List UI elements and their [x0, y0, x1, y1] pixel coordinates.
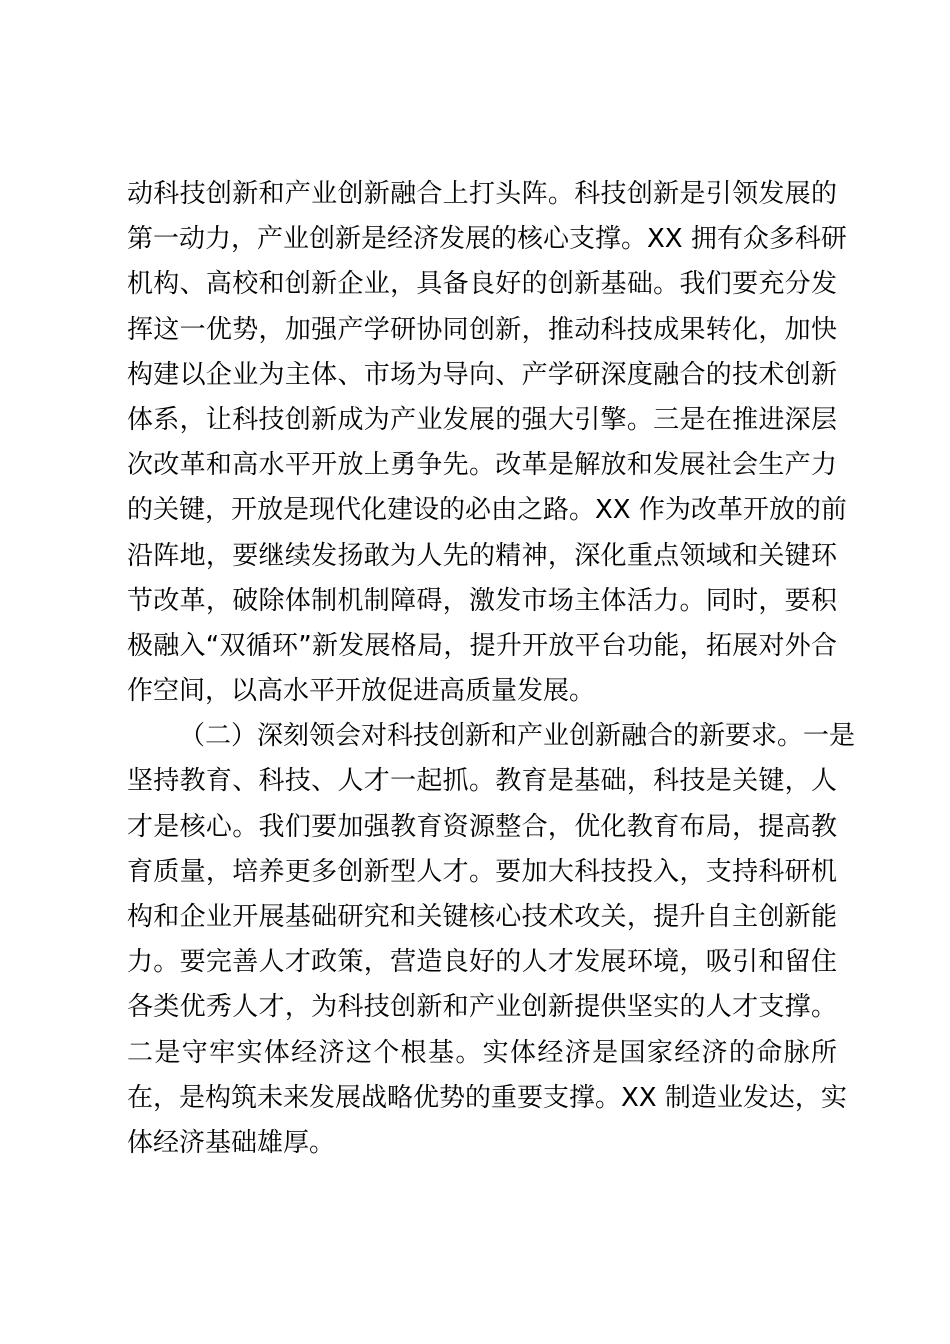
paragraph-line: 构和企业开展基础研究和关键核心技术攻关，提升自主创新能 — [127, 902, 837, 932]
paragraph-line: 第一动力，产业创新是经济发展的核心支撑。XX 拥有众多科研 — [127, 224, 847, 255]
paragraph-line: （二）深刻领会对科技创新和产业创新融合的新要求。一是 — [179, 721, 856, 752]
paragraph-line: 挥这一优势，加强产学研协同创新，推动科技成果转化，加快 — [127, 314, 837, 345]
paragraph-line: 育质量，培养更多创新型人才。要加大科技投入，支持科研机 — [127, 856, 837, 887]
paragraph-line: 各类优秀人才，为科技创新和产业创新提供坚实的人才支撑。 — [127, 992, 837, 1023]
paragraph-line: 作空间，以高水平开放促进高质量发展。 — [127, 676, 596, 707]
paragraph-line: 次改革和高水平开放上勇争先。改革是解放和发展社会生产力 — [127, 450, 837, 481]
paragraph-line: 二是守牢实体经济这个根基。实体经济是国家经济的命脉所 — [127, 1037, 837, 1068]
paragraph-line: 节改革，破除体制机制障碍，激发市场主体活力。同时，要积 — [127, 585, 837, 616]
paragraph-line: 机构、高校和创新企业，具备良好的创新基础。我们要充分发 — [127, 269, 837, 300]
paragraph-line: 构建以企业为主体、市场为导向、产学研深度融合的技术创新 — [127, 359, 837, 390]
document-body — [127, 172, 856, 1166]
paragraph-line: 沿阵地，要继续发扬敢为人先的精神，深化重点领域和关键环 — [127, 540, 837, 571]
paragraph-line: 体经济基础雄厚。 — [127, 1127, 336, 1158]
paragraph-line: 力。要完善人才政策，营造良好的人才发展环境，吸引和留住 — [127, 947, 837, 978]
paragraph-line: 极融入“双循环”新发展格局，提升开放平台功能，拓展对外合 — [127, 630, 837, 661]
paragraph-line: 才是核心。我们要加强教育资源整合，优化教育布局，提高教 — [127, 811, 837, 842]
paragraph-line: 的关键，开放是现代化建设的必由之路。XX 作为改革开放的前 — [127, 495, 847, 526]
paragraph-line: 在，是构筑未来发展战略优势的重要支撑。XX 制造业发达，实 — [127, 1082, 847, 1113]
paragraph-line: 动科技创新和产业创新融合上打头阵。科技创新是引领发展的 — [127, 179, 837, 209]
paragraph-line: 坚持教育、科技、人才一起抓。教育是基础，科技是关键，人 — [127, 766, 837, 797]
paragraph-line: 体系，让科技创新成为产业发展的强大引擎。三是在推进深层 — [127, 404, 837, 435]
